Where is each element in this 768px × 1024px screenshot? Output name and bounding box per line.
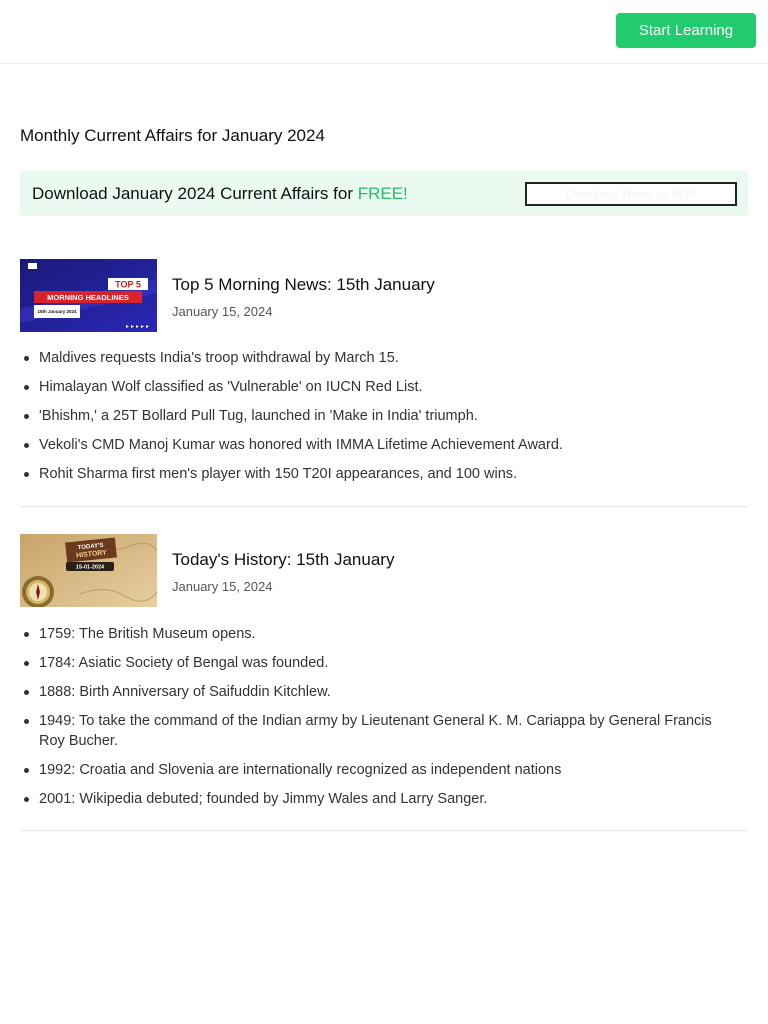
- thumb-date: 15th January 2024: [37, 309, 77, 314]
- banner-free-label: FREE!: [357, 184, 408, 203]
- thumb-date: 15-01-2024: [75, 564, 105, 571]
- list-item: 1759: The British Museum opens.: [20, 624, 720, 644]
- list-item: 1888: Birth Anniversary of Saifuddin Kitchlew.: [20, 682, 720, 702]
- article-points-list: [20, 624, 720, 818]
- list-item: 'Bhishm,' a 25T Bollard Pull Tug, launched in 'Make in India' triumph.: [20, 406, 720, 426]
- list-item: 1949: To take the command of the Indian army by Lieutenant General K. M. Cariappa by General Francis Roy Bucher.: [20, 711, 720, 751]
- article-date: January 15, 2024: [172, 304, 273, 319]
- list-item: Maldives requests India's troop withdrawal by March 15.: [20, 348, 720, 368]
- list-item: Vekoli's CMD Manoj Kumar was honored with IMMA Lifetime Achievement Award.: [20, 435, 720, 455]
- article-title[interactable]: Today's History: 15th January: [172, 550, 395, 569]
- top-bar: [0, 0, 768, 64]
- list-item: 2001: Wikipedia debuted; founded by Jimmy Wales and Larry Sanger.: [20, 789, 720, 809]
- thumb-badge: TOP 5: [115, 279, 141, 290]
- article-thumbnail[interactable]: [20, 534, 157, 607]
- list-item: Rohit Sharma first men's player with 150 T20I appearances, and 100 wins.: [20, 464, 720, 484]
- thumb-headline: MORNING HEADLINES: [47, 293, 129, 302]
- thumb-line1: TODAY'S: [77, 542, 104, 552]
- download-pdf-button[interactable]: Download News as PDF: [525, 182, 737, 206]
- list-item: 1992: Croatia and Slovenia are internationally recognized as independent nations: [20, 760, 720, 780]
- list-item: Himalayan Wolf classified as 'Vulnerable' on IUCN Red List.: [20, 377, 720, 397]
- morning-headlines-thumbnail-image: [20, 259, 157, 332]
- article-thumbnail[interactable]: [20, 259, 157, 332]
- article-card: [20, 259, 748, 507]
- article-card: [20, 534, 748, 831]
- todays-history-thumbnail-image: [20, 534, 157, 607]
- banner-text: [32, 184, 408, 204]
- article-points-list: [20, 348, 720, 493]
- list-item: 1784: Asiatic Society of Bengal was founded.: [20, 653, 720, 673]
- article-date: January 15, 2024: [172, 579, 273, 594]
- banner-text-main: Download January 2024 Current Affairs for: [32, 184, 358, 203]
- thumb-line2: HISTORY: [75, 549, 108, 560]
- page-title: Monthly Current Affairs for January 2024: [20, 126, 325, 145]
- start-learning-button[interactable]: Start Learning: [616, 13, 756, 48]
- article-title[interactable]: Top 5 Morning News: 15th January: [172, 275, 435, 294]
- download-banner: [20, 171, 748, 216]
